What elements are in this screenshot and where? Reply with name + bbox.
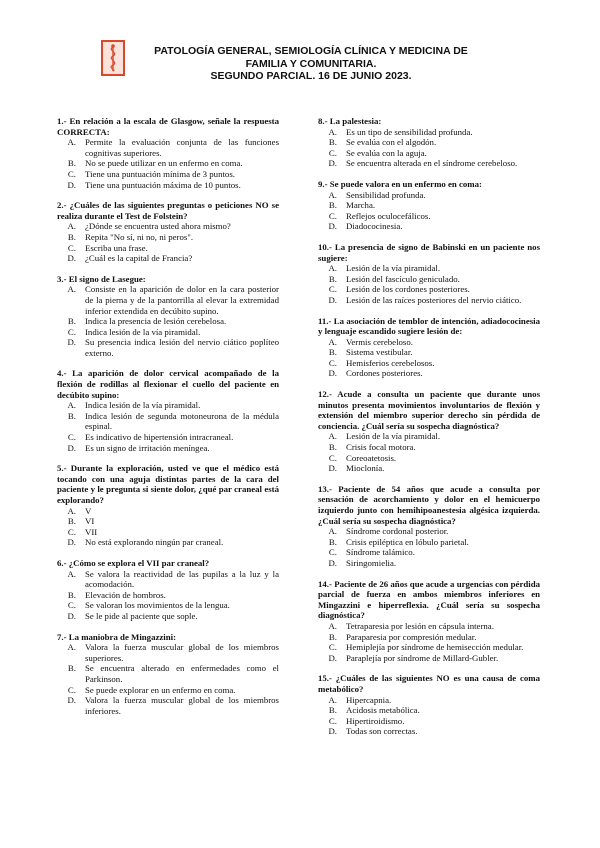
- option-letter: B.: [67, 231, 76, 242]
- answer-options: [318, 263, 540, 305]
- option-text: Crisis epiléptica en lóbulo parietal.: [346, 536, 469, 547]
- answer-option: [318, 148, 540, 159]
- option-text: Repita "No sí, ni no, ni peros".: [85, 231, 194, 242]
- answer-option: [318, 442, 540, 453]
- option-text: Su presencia indica lesión del nervio ciático poplíteo externo.: [85, 337, 279, 358]
- option-text: Crisis focal motora.: [346, 442, 416, 453]
- option-letter: D.: [328, 294, 337, 305]
- option-letter: D.: [67, 610, 76, 621]
- option-text: Lesión de las raíces posteriores del nervio ciático.: [346, 294, 522, 305]
- answer-option: [57, 443, 279, 454]
- option-letter: C.: [67, 684, 76, 695]
- answer-option: [57, 169, 279, 180]
- answer-option: [57, 232, 279, 243]
- option-letter: C.: [67, 242, 76, 253]
- option-letter: B.: [328, 200, 337, 211]
- question-text: 1.- En relación a la escala de Glasgow, señale la respuesta CORRECTA:: [57, 116, 279, 137]
- option-letter: D.: [67, 179, 76, 190]
- question-item: [57, 558, 279, 622]
- answer-options: [57, 400, 279, 453]
- option-text: Todas son correctas.: [346, 726, 418, 737]
- option-text: Se encuentra alterada en el síndrome cerebeloso.: [346, 158, 518, 169]
- option-text: Indica lesión de segunda motoneurona de la médula espinal.: [85, 410, 279, 432]
- answer-option: [318, 158, 540, 169]
- option-letter: C.: [328, 284, 337, 295]
- answer-option: [318, 221, 540, 232]
- option-letter: D.: [67, 537, 76, 548]
- question-text: 3.- El signo de Lasegue:: [57, 273, 146, 284]
- answer-option: [57, 685, 279, 696]
- option-letter: A.: [328, 189, 337, 200]
- answer-option: [57, 137, 279, 158]
- option-letter: D.: [328, 221, 337, 232]
- option-text: Permite la evaluación conjunta de las funciones cognitivas superiores.: [85, 137, 279, 158]
- option-text: Se evalúa con el algodón.: [346, 137, 437, 148]
- university-logo: [101, 40, 125, 76]
- answer-option: [318, 716, 540, 727]
- option-letter: B.: [67, 589, 76, 600]
- answer-option: [318, 284, 540, 295]
- question-text: 13.- Paciente de 54 años que acude a consulta por sensación de acorchamiento y dolor en el hemicuerpo izquierdo junto con hemihipoanestesia algésica izquierda. ¿Cuál sería su sospecha diagnóstica?: [318, 483, 540, 526]
- answer-options: [318, 431, 540, 473]
- answer-option: [57, 600, 279, 611]
- answer-option: [318, 200, 540, 211]
- answer-options: [57, 642, 279, 716]
- option-letter: A.: [67, 284, 76, 295]
- option-letter: B.: [67, 516, 76, 527]
- answer-option: [318, 621, 540, 632]
- answer-option: [57, 590, 279, 601]
- option-text: Indica la presencia de lesión cerebelosa.: [85, 316, 227, 327]
- answer-option: [57, 158, 279, 169]
- answer-option: [318, 274, 540, 285]
- question-text: 12.- Acude a consulta un paciente que durante unos minutos presenta movimientos involuntarios de flexión y extensión del miembro superior derecho sin pérdida de conciencia. ¿Cuál sería su sospecha diagnóstica?: [318, 389, 540, 431]
- option-text: Lesión de los cordones posteriores.: [346, 284, 470, 295]
- option-text: Se puede explorar en un enfermo en coma.: [85, 684, 236, 695]
- option-letter: D.: [328, 557, 337, 568]
- option-text: Sistema vestibular.: [346, 347, 413, 358]
- option-text: Hemiplejía por síndrome de hemisección medular.: [346, 642, 524, 653]
- option-letter: A.: [328, 126, 337, 137]
- question-item: [318, 484, 540, 569]
- option-text: Hipercapnia.: [346, 694, 392, 705]
- option-letter: C.: [328, 452, 337, 463]
- option-letter: A.: [328, 694, 337, 705]
- option-letter: B.: [328, 705, 337, 716]
- option-text: VI: [85, 516, 95, 527]
- question-item: [57, 116, 279, 190]
- answer-options: [318, 621, 540, 663]
- answer-option: [57, 221, 279, 232]
- option-letter: A.: [328, 263, 337, 274]
- option-letter: A.: [328, 336, 337, 347]
- left-column: [57, 116, 279, 726]
- option-text: Tetraparesia por lesión en cápsula interna.: [346, 620, 494, 631]
- answer-options: [57, 284, 279, 358]
- option-letter: C.: [328, 547, 337, 558]
- option-letter: B.: [328, 536, 337, 547]
- answer-option: [318, 453, 540, 464]
- answer-options: [57, 569, 279, 622]
- option-text: Cordones posteriores.: [346, 368, 423, 379]
- option-letter: B.: [328, 273, 337, 284]
- option-text: Es un tipo de sensibilidad profunda.: [346, 126, 473, 137]
- option-letter: D.: [67, 253, 76, 264]
- answer-option: [57, 337, 279, 358]
- option-text: Es un signo de irritación meníngea.: [85, 442, 210, 453]
- header-line-2: FAMILIA Y COMUNITARIA.: [245, 57, 377, 70]
- option-letter: D.: [328, 368, 337, 379]
- answer-option: [318, 547, 540, 558]
- answer-option: [318, 295, 540, 306]
- question-item: [318, 389, 540, 474]
- option-letter: C.: [67, 600, 76, 611]
- header-line-1: PATOLOGÍA GENERAL, SEMIOLOGÍA CLÍNICA Y MEDICINA DE: [154, 45, 468, 57]
- answer-option: [57, 327, 279, 338]
- option-text: Marcha.: [346, 200, 376, 211]
- option-letter: D.: [67, 695, 76, 706]
- option-letter: B.: [328, 137, 337, 148]
- option-text: Indica lesión de la vía piramidal.: [85, 400, 201, 411]
- answer-option: [57, 695, 279, 716]
- option-letter: A.: [328, 431, 337, 442]
- question-text: 14.- Paciente de 26 años que acude a urgencias con pérdida parcial de fuerza en ambos miembros inferiores en Mingazzini e hiperreflexia. ¿Cuál sería su sospecha diagnóstica?: [318, 578, 540, 621]
- option-letter: A.: [328, 620, 337, 631]
- answer-option: [318, 726, 540, 737]
- option-text: Es indicativo de hipertensión intracraneal.: [85, 432, 234, 443]
- answer-options: [57, 137, 279, 190]
- option-letter: B.: [67, 158, 76, 169]
- option-text: Se encuentra alterado en enfermedades como el Parkinson.: [85, 663, 279, 684]
- option-letter: D.: [67, 337, 76, 348]
- option-text: No está explorando ningún par craneal.: [85, 537, 224, 548]
- answer-option: [318, 695, 540, 706]
- answer-option: [57, 243, 279, 254]
- option-letter: C.: [328, 357, 337, 368]
- answer-option: [318, 368, 540, 379]
- answer-option: [57, 253, 279, 264]
- option-letter: B.: [328, 347, 337, 358]
- option-text: Elevación de hombros.: [85, 589, 166, 600]
- question-text: 2.- ¿Cuáles de las siguientes preguntas o peticiones NO se realiza durante el Test de Folstein?: [57, 200, 279, 221]
- answer-option: [57, 527, 279, 538]
- option-text: Tiene una puntuación máxima de 10 puntos.: [85, 179, 241, 190]
- answer-option: [57, 516, 279, 527]
- option-letter: B.: [328, 442, 337, 453]
- option-text: Sensibilidad profunda.: [346, 189, 426, 200]
- answer-option: [318, 463, 540, 474]
- option-letter: D.: [328, 463, 337, 474]
- question-item: [318, 179, 540, 232]
- option-letter: B.: [67, 410, 76, 421]
- exam-header: [128, 45, 494, 83]
- option-letter: A.: [67, 400, 76, 411]
- question-item: [57, 200, 279, 264]
- answer-option: [318, 653, 540, 664]
- option-text: Se le pide al paciente que sople.: [85, 610, 198, 621]
- question-item: [318, 116, 540, 169]
- answer-option: [57, 642, 279, 663]
- answer-options: [57, 506, 279, 548]
- answer-options: [318, 190, 540, 232]
- option-letter: D.: [328, 652, 337, 663]
- option-text: No se puede utilizar en un enfermo en coma.: [85, 158, 243, 169]
- question-text: 15.- ¿Cuáles de las siguientes NO es una causa de coma metabólico?: [318, 673, 540, 694]
- option-letter: A.: [328, 526, 337, 537]
- option-letter: B.: [67, 663, 76, 674]
- question-item: [57, 274, 279, 359]
- question-item: [318, 673, 540, 737]
- answer-option: [57, 400, 279, 411]
- answer-options: [57, 221, 279, 263]
- question-text: 6.- ¿Cómo se explora el VII par craneal?: [57, 557, 210, 568]
- question-text: 5.- Durante la exploración, usted ve que el médico está tocando con una aguja distintas partes de la cara del paciente y le pregunta si siente dolor, ¿qué par craneal está explorando?: [57, 463, 279, 505]
- option-letter: C.: [67, 526, 76, 537]
- answer-option: [318, 705, 540, 716]
- option-letter: A.: [67, 568, 76, 579]
- option-letter: B.: [328, 631, 337, 642]
- option-text: Acidosis metabólica.: [346, 705, 420, 716]
- option-text: Hemisferios cerebelosos.: [346, 357, 435, 368]
- option-text: Síndrome talámico.: [346, 547, 415, 558]
- question-item: [318, 579, 540, 664]
- answer-option: [318, 127, 540, 138]
- answer-option: [318, 358, 540, 369]
- answer-option: [318, 211, 540, 222]
- question-item: [57, 632, 279, 717]
- answer-option: [57, 506, 279, 517]
- option-letter: C.: [67, 168, 76, 179]
- option-text: Paraplejía por síndrome de Millard-Gubler.: [346, 652, 499, 663]
- option-text: Coreoatetosis.: [346, 452, 397, 463]
- answer-option: [57, 411, 279, 432]
- question-item: [57, 463, 279, 548]
- question-item: [318, 316, 540, 380]
- header-line-3: SEGUNDO PARCIAL. 16 DE JUNIO 2023.: [210, 70, 412, 82]
- option-text: Vermis cerebeloso.: [346, 336, 413, 347]
- question-item: [318, 242, 540, 306]
- answer-option: [57, 180, 279, 191]
- option-text: Reflejos oculocefálicos.: [346, 210, 431, 221]
- answer-option: [318, 263, 540, 274]
- option-text: Mioclonía.: [346, 463, 385, 474]
- option-letter: A.: [67, 505, 76, 516]
- answer-option: [318, 642, 540, 653]
- option-letter: C.: [328, 210, 337, 221]
- option-text: V: [85, 505, 92, 516]
- option-text: Consiste en la aparición de dolor en la cara posterior de la pierna y de la pantorrilla al elevar la extremidad inferior extendida en decúbito supino.: [85, 284, 279, 316]
- answer-options: [318, 695, 540, 737]
- answer-option: [57, 316, 279, 327]
- question-item: [57, 368, 279, 453]
- option-letter: A.: [67, 642, 76, 653]
- answer-option: [57, 611, 279, 622]
- answer-option: [318, 337, 540, 348]
- answer-option: [318, 537, 540, 548]
- option-letter: C.: [67, 432, 76, 443]
- option-letter: D.: [328, 158, 337, 169]
- answer-option: [318, 558, 540, 569]
- option-text: VII: [85, 526, 98, 537]
- option-text: Siringomielia.: [346, 557, 397, 568]
- option-text: Se valoran los movimientos de la lengua.: [85, 600, 230, 611]
- question-text: 11.- La asociación de temblor de intención, adiadococinesia y lenguaje escandido sugiere lesión de:: [318, 315, 540, 337]
- option-letter: A.: [67, 221, 76, 232]
- option-text: Escriba una frase.: [85, 242, 148, 253]
- option-text: Síndrome cordonal posterior.: [346, 526, 449, 537]
- answer-option: [57, 569, 279, 590]
- option-letter: C.: [328, 715, 337, 726]
- option-letter: B.: [67, 316, 76, 327]
- option-text: Valora la fuerza muscular global de los miembros superiores.: [85, 642, 279, 663]
- answer-option: [318, 431, 540, 442]
- option-letter: A.: [67, 137, 76, 148]
- answer-option: [57, 284, 279, 316]
- option-text: Diadococinesia.: [346, 221, 403, 232]
- option-text: Se valora la reactividad de las pupilas a la luz y la acomodación.: [85, 568, 279, 590]
- answer-option: [318, 347, 540, 358]
- option-text: Indica lesión de la vía piramidal.: [85, 326, 201, 337]
- option-letter: D.: [328, 726, 337, 737]
- option-text: Tiene una puntuación mínima de 3 puntos.: [85, 168, 235, 179]
- option-letter: C.: [67, 326, 76, 337]
- right-column: [318, 116, 540, 747]
- answer-option: [318, 526, 540, 537]
- option-letter: D.: [67, 442, 76, 453]
- answer-options: [318, 337, 540, 379]
- option-text: ¿Dónde se encuentra usted ahora mismo?: [85, 221, 231, 232]
- caduceus-emblem-icon: [103, 42, 123, 74]
- answer-option: [318, 632, 540, 643]
- option-text: Lesión del fascículo geniculado.: [346, 273, 460, 284]
- answer-option: [57, 432, 279, 443]
- option-text: Lesión de la vía piramidal.: [346, 431, 441, 442]
- question-text: 7.- La maniobra de Mingazzini:: [57, 631, 176, 642]
- question-text: 10.- La presencia de signo de Babinski en un paciente nos sugiere:: [318, 241, 540, 263]
- answer-option: [57, 537, 279, 548]
- option-text: Hipertiroidismo.: [346, 715, 405, 726]
- answer-options: [318, 127, 540, 169]
- option-text: Lesión de la vía piramidal.: [346, 263, 441, 274]
- answer-options: [318, 526, 540, 568]
- question-text: 4.- La aparición de dolor cervical acompañado de la flexión de rodillas al flexionar el cuello del paciente en decúbito supino:: [57, 368, 279, 400]
- option-letter: C.: [328, 147, 337, 158]
- option-letter: C.: [328, 642, 337, 653]
- question-text: 8.- La palestesia:: [318, 116, 382, 126]
- answer-option: [318, 190, 540, 201]
- option-text: Se evalúa con la aguja.: [346, 147, 427, 158]
- option-text: Paraparesia por compresión medular.: [346, 631, 477, 642]
- option-text: ¿Cuál es la capital de Francia?: [85, 253, 193, 264]
- question-text: 9.- Se puede valora en un enfermo en coma:: [318, 178, 482, 189]
- answer-option: [318, 137, 540, 148]
- answer-option: [57, 663, 279, 684]
- option-text: Valora la fuerza muscular global de los miembros inferiores.: [85, 695, 279, 716]
